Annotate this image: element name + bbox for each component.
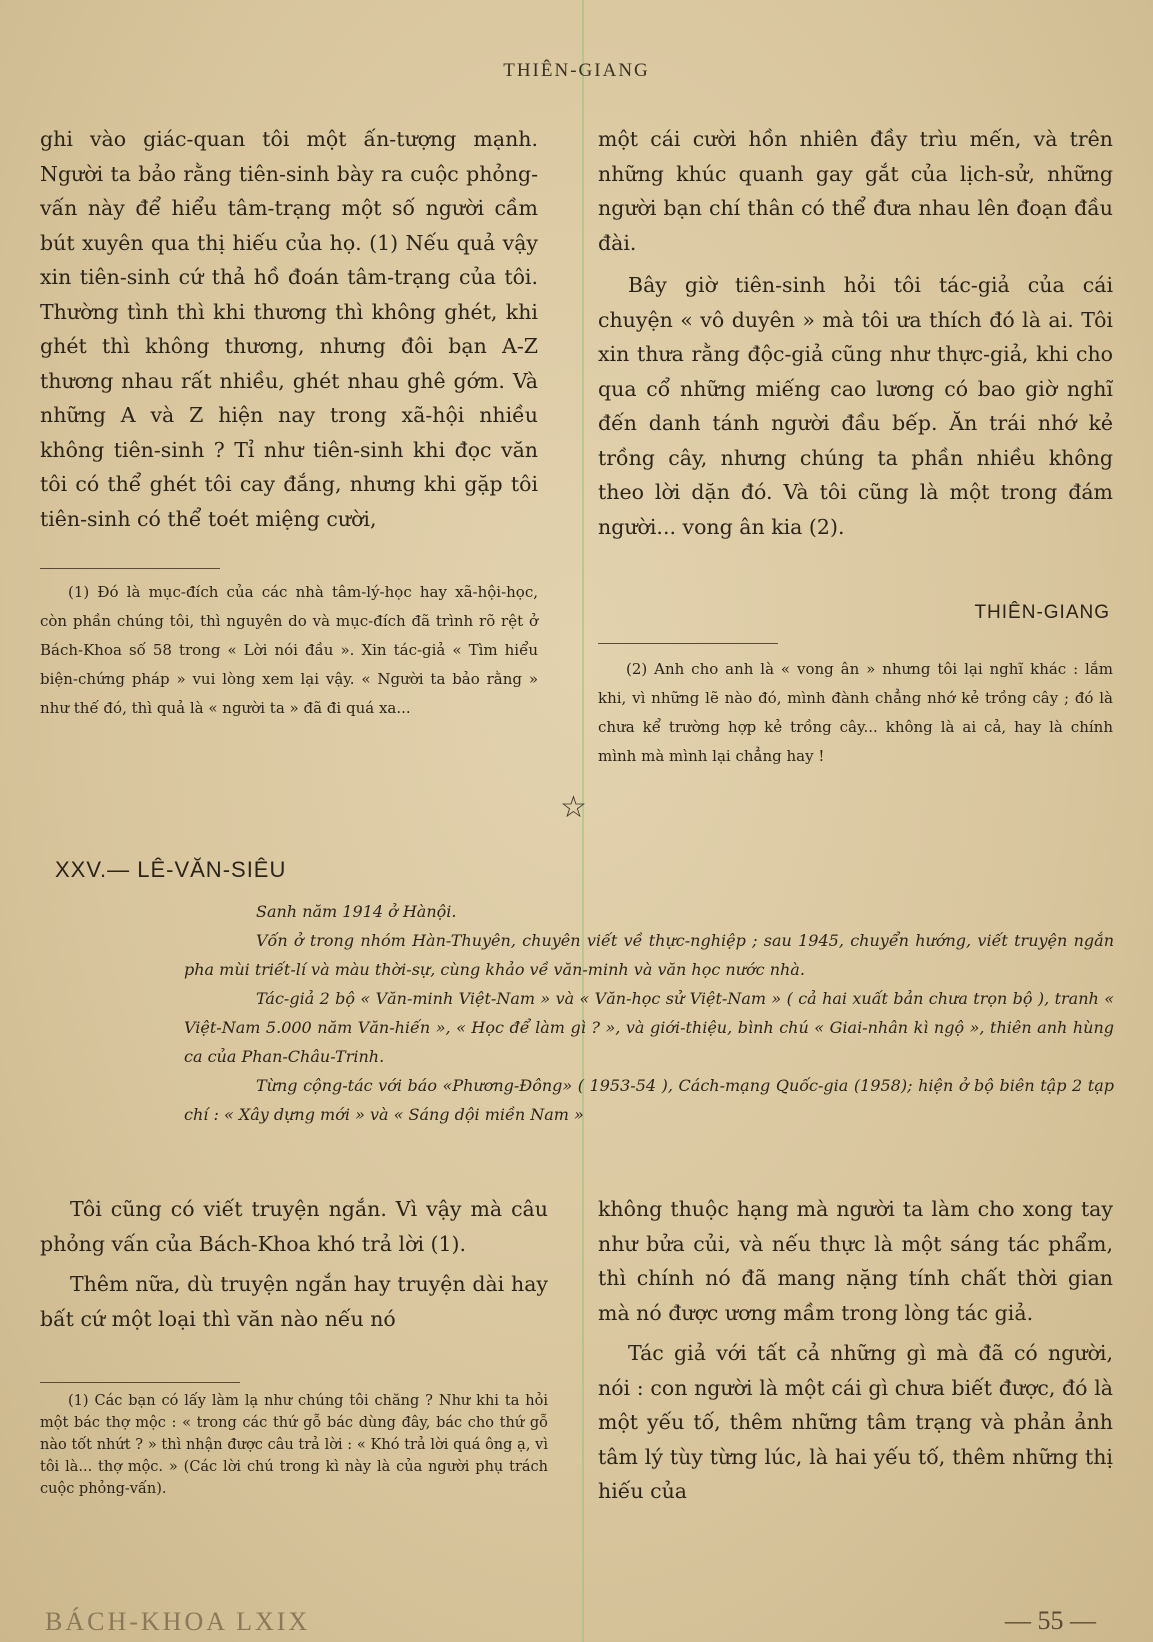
running-header: THIÊN-GIANG <box>503 60 650 81</box>
author-signature: THIÊN-GIANG <box>974 602 1110 623</box>
paragraph: ghi vào giác-quan tôi một ấn-tượng mạnh. Người ta bảo rằng tiên-sinh bày ra cuộc phỏng-vấn này để hiểu tâm-trạng một số người cầm bút xuyên qua thị hiếu của họ. (1) Nếu quả vậy xin tiên-sinh cứ thả hồ đoán tâm-trạng của tôi. Thường tình thì khi thương thì không ghét, khi ghét thì không thương, nhưng đôi bạn A-Z thương nhau rất nhiều, ghét nhau ghê gớm. Và những A và Z hiện nay trong xã-hội nhiều không tiên-sinh ? Tỉ như tiên-sinh khi đọc văn tôi có thể ghét tôi cay đắng, nhưng khi gặp tôi tiên-sinh có thể toét miệng cười, <box>40 127 538 531</box>
footnote-rule <box>40 568 220 569</box>
paragraph: không thuộc hạng mà người ta làm cho xong tay như bửa củi, và nếu thực là một sáng tác phẩm, thì chính nó đã mang nặng tính chất thời gian mà nó được ương mầm trong lòng tác giả. <box>598 1197 1113 1325</box>
footnote-text: (2) Anh cho anh là « vong ân » nhưng tôi lại nghĩ khác : lắm khi, vì những lẽ nào đó, mình đành chẳng nhớ kẻ trồng cây ; đó là chưa kể trường hợp kẻ trồng cây... không là ai cả, hay là chính mình mà mình lại chẳng hay ! <box>598 660 1113 765</box>
lower-left-footnote <box>40 1390 548 1500</box>
star-divider-icon: ☆ <box>560 790 587 825</box>
upper-left-column <box>40 122 538 536</box>
paragraph: Tôi cũng có viết truyện ngắn. Vì vậy mà câu phỏng vấn của Bách-Khoa khó trả lời (1). <box>40 1197 548 1256</box>
footnote-text: (1) Đó là mục-đích của các nhà tâm-lý-học hay xã-hội-học, còn phần chúng tôi, thì nguyên do và mục-đích đã trình rõ rệt ở Bách-Khoa số 58 trong « Lời nói đầu ». Xin tác-giả « Tìm hiểu biện-chứng pháp » vui lòng xem lại vậy. « Người ta bảo rằng » như thế đó, thì quả là « người ta » đã đi quá xa... <box>40 583 538 717</box>
journal-issue: BÁCH-KHOA LXIX <box>45 1607 311 1636</box>
footnote-rule <box>40 1382 240 1383</box>
bio-line: Từng cộng-tác với báo «Phương-Đông» ( 1953-54 ), Cách-mạng Quốc-gia (1958); hiện ở bộ biên tập 2 tạp chí : « Xây dựng mới » và « Sáng dội miền Nam » <box>184 1076 1114 1124</box>
paragraph: Thêm nữa, dù truyện ngắn hay truyện dài hay bất cứ một loại thì văn nào nếu nó <box>40 1272 548 1331</box>
bio-line: Tác-giả 2 bộ « Văn-minh Việt-Nam » và « Văn-học sử Việt-Nam » ( cả hai xuất bản chưa trọn bộ ), tranh « Việt-Nam 5.000 năm Văn-hiến », « Học để làm gì ? », và giới-thiệu, bình chú « Giai-nhân kì ngộ », thiên anh hùng ca của Phan-Châu-Trinh. <box>184 989 1114 1066</box>
author-bio <box>184 897 1114 1129</box>
upper-right-column <box>598 122 1113 544</box>
upper-left-footnote <box>40 578 538 723</box>
lower-left-column <box>40 1192 548 1336</box>
page-number: — 55 — <box>1005 1606 1096 1635</box>
section-title: XXV.— LÊ-VĂN-SIÊU <box>55 857 287 882</box>
lower-right-column <box>598 1192 1113 1509</box>
paragraph: Bây giờ tiên-sinh hỏi tôi tác-giả của cái chuyện « vô duyên » mà tôi ưa thích đó là ai. Tôi xin thưa rằng độc-giả cũng như thực-giả, khi cho qua cổ những miếng cao lương có bao giờ nghĩ đến danh tánh người đầu bếp. Ăn trái nhớ kẻ trồng cây, nhưng chúng ta phần nhiều không theo lời dặn đó. Và tôi cũng là một trong đám người... vong ân kia (2). <box>598 273 1113 539</box>
paragraph: Tác giả với tất cả những gì mà đã có người, nói : con người là một cái gì chưa biết được, đó là một yếu tố, thêm những tâm trạng và phản ảnh tâm lý tùy từng lúc, là hai yếu tố, thêm những thị hiếu của <box>598 1341 1113 1503</box>
footnote-text: (1) Các bạn có lấy làm lạ như chúng tôi chăng ? Như khi ta hỏi một bác thợ mộc : « trong các thứ gỗ bác dùng đây, bác cho thứ gỗ nào tốt nhứt ? » thì nhận được câu trả lời : « Khó trả lời quá ông ạ, vì tôi là... thợ mộc. » (Các lời chú trong kì này là của người phụ trách cuộc phỏng-vấn). <box>40 1393 548 1497</box>
upper-right-footnote <box>598 655 1113 771</box>
paragraph: một cái cười hồn nhiên đầy trìu mến, và trên những khúc quanh gay gắt của lịch-sử, những người bạn chí thân có thể đưa nhau lên đoạn đầu đài. <box>598 127 1113 255</box>
footnote-rule <box>598 643 778 644</box>
bio-line: Sanh năm 1914 ở Hànội. <box>256 902 457 921</box>
bio-line: Vốn ở trong nhóm Hàn-Thuyên, chuyên viết về thực-nghiệp ; sau 1945, chuyển hướng, viết truyện ngắn pha mùi triết-lí và màu thời-sự, cùng khảo về văn-minh và văn học nước nhà. <box>184 931 1114 979</box>
